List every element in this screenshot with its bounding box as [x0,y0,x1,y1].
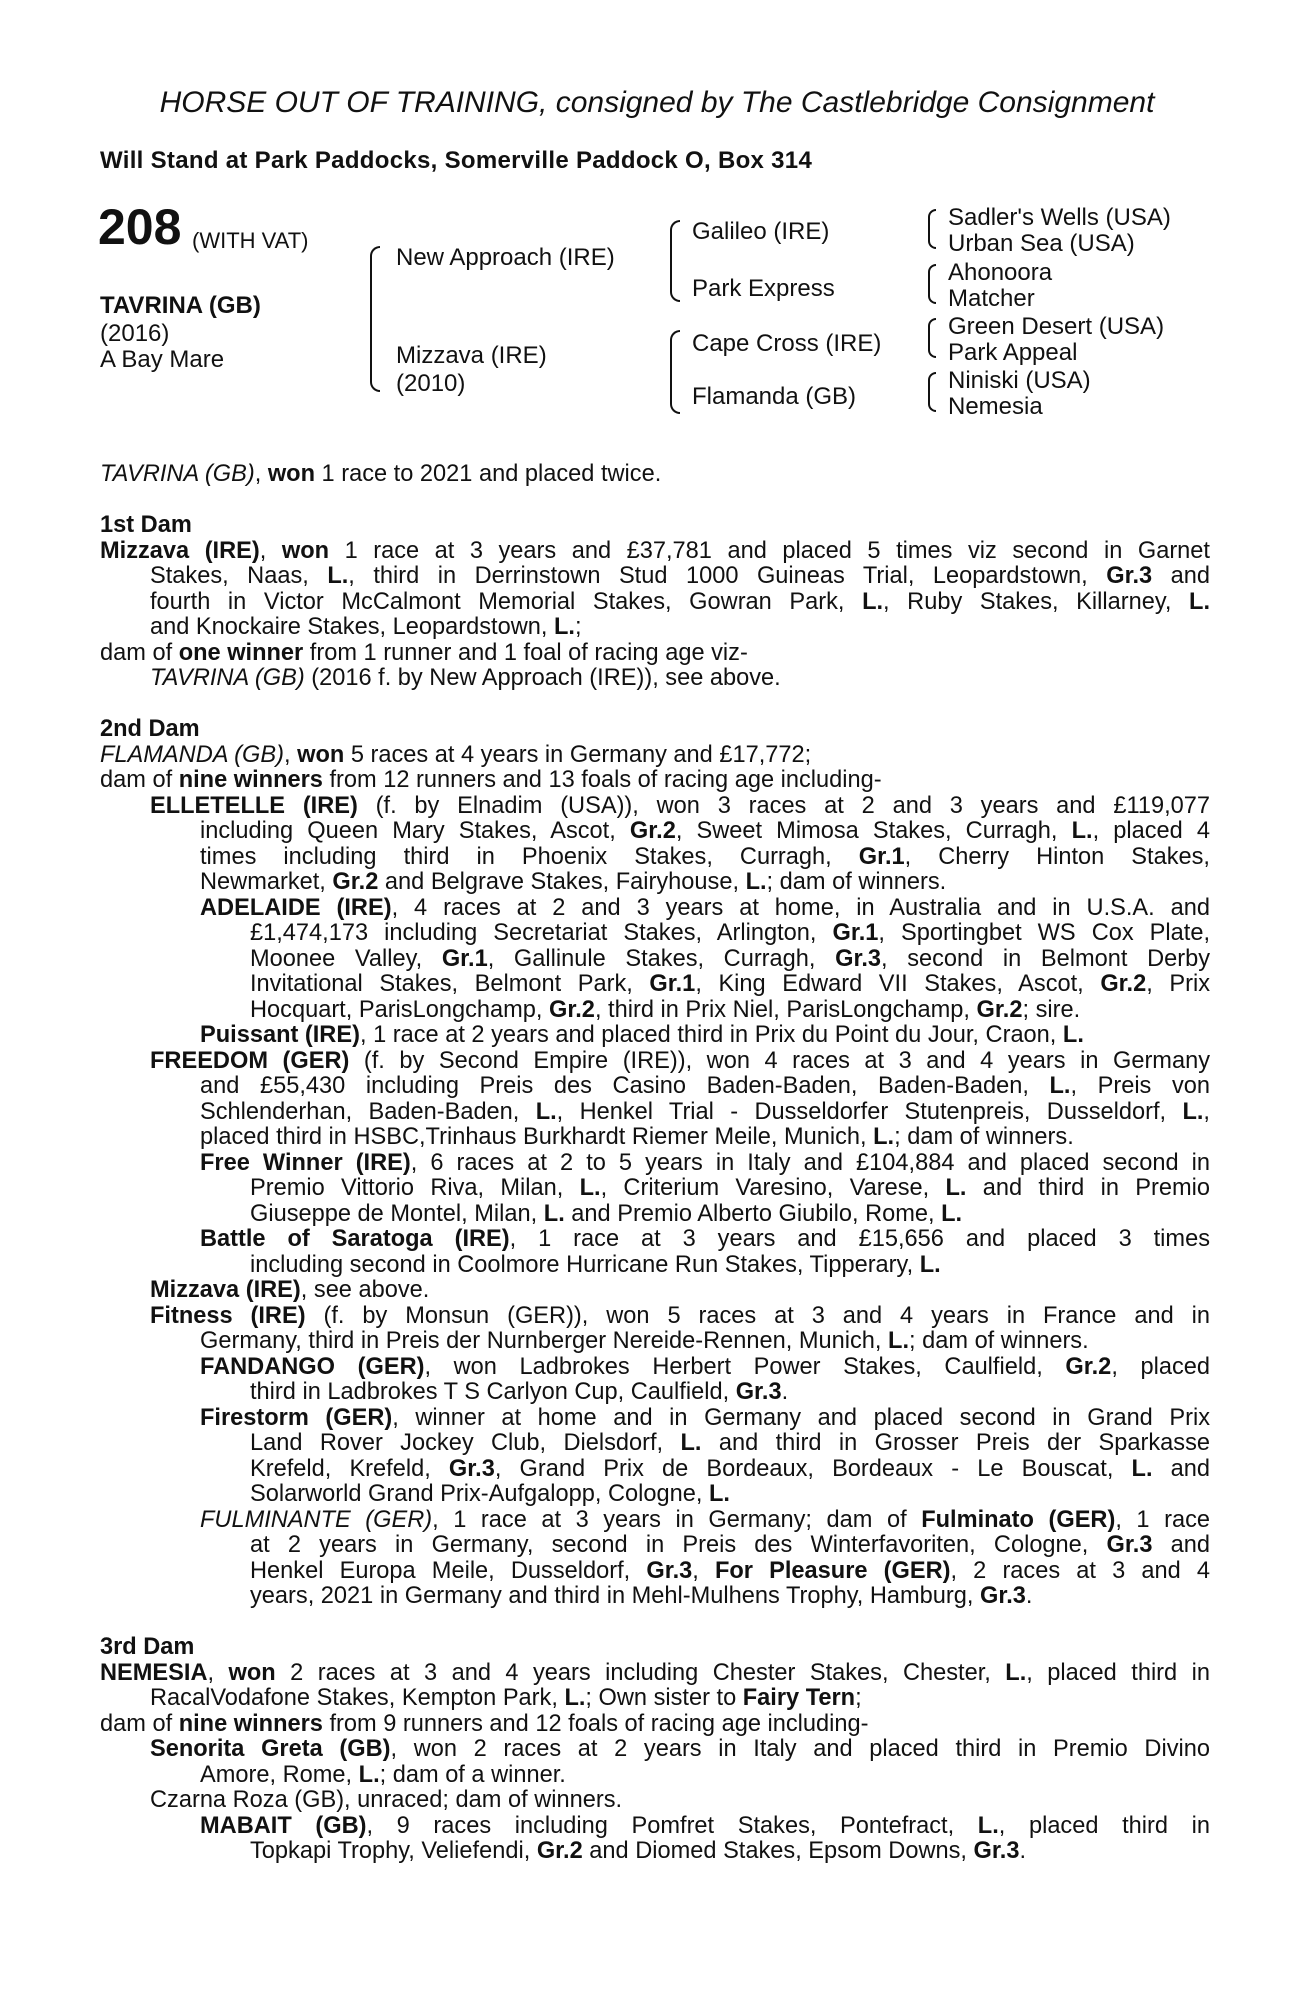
pedigree-dss: Green Desert (USA) [948,313,1165,340]
horse-record-line: TAVRINA (GB), won 1 race to 2021 and placed twice. [100,461,662,487]
horse-year: (2016) [100,320,170,347]
stand-location: Will Stand at Park Paddocks, Somerville Paddock O, Box 314 [100,147,813,174]
horse-description: A Bay Mare [100,346,225,373]
pedigree-dds: Niniski (USA) [948,367,1091,394]
catalogue-header: HORSE OUT OF TRAINING, consigned by The Castlebridge Consignment [159,86,1155,119]
pedigree-brace-dd [928,372,936,412]
pedigree-ssd: Urban Sea (USA) [948,230,1135,257]
pedigree-dam: Mizzava (IRE) [396,342,547,369]
lot-number: 208 [98,199,182,255]
pedigree-sdd: Matcher [948,285,1035,312]
pedigree-brace-ds [928,318,936,358]
horse-name: TAVRINA (GB) [100,292,261,319]
pedigree-sire-dam: Park Express [692,275,835,302]
pedigree-brace-gen1 [370,246,380,392]
pedigree-brace-dam [670,330,680,414]
pedigree-brace-ss [928,209,936,249]
pedigree-dam-dam: Flamanda (GB) [692,383,857,410]
pedigree-sire: New Approach (IRE) [396,244,615,271]
pedigree-dam-sire: Cape Cross (IRE) [692,330,882,357]
pedigree-sire-sire: Galileo (IRE) [692,218,830,245]
race-record: TAVRINA (GB), won 1 race to 2021 and placed twice. 1st Dam Mizzava (IRE), won 1 race at 3 years and £37,781 and placed 5 times viz second in Garnet Stakes, Naas, L., third in Derrinstown Stud 1000 Guineas Trial, Leopardstown, Gr.3 and fourth in Victor McCalmont Memorial Stakes, Gowran Park, L., Ruby Stakes, Killarney, L. and Knockaire Stakes, Leopardstown, L.; dam of one winner from 1 runner and 1 foal of racing age viz- TAVRINA (GB) (2016 f. by New Approach (IRE)), see above. 2nd Dam FLAMANDA (GB), won 5 races at 4 years in Germany and £17,772; dam of nine winners from 12 runners and 13 foals of racing age including- ELLETELLE (IRE) (f. by Elnadim (USA)), won 3 races at 2 and 3 years and £119,077 including Queen Mary Stakes, Ascot, Gr.2, Sweet Mimosa Stakes, Curragh, L., placed 4 times including third in Phoenix Stakes, Curragh, Gr.1, Cherry Hinton Stakes, Newmarket, Gr.2 and Belgrave Stakes, Fairyhouse, L.; dam of winners. ADELAIDE (IRE), 4 races at 2 and 3 years at home, in Australia and in U.S.A. and £1,474,173 including Secretariat Stakes, Arlington, Gr.1, Sportingbet WS Cox Plate, Moonee Valley, Gr.1, Gallinule Stakes, Curragh, Gr.3, second in Belmont Derby Invitational Stakes, Belmont Park, Gr.1, King Edward VII Stakes, Ascot, Gr.2, Prix Hocquart, ParisLongchamp, Gr.2, third in Prix Niel, ParisLongchamp, Gr.2; sire. Puissant (IRE), 1 race at 2 years and placed third in Prix du Point du Jour, Craon, L. FREEDOM (GER) (f. by Second Empire (IRE)), won 4 races at 3 and 4 years in Germany and £55,430 including Preis des Casino Baden-Baden, Baden-Baden, L., Preis von Schlenderhan, Baden-Baden, L., Henkel Trial - Dusseldorfer Stutenpreis, Dusseldorf, L., placed third in HSBC,Trinhaus Burkhardt Riemer Meile, Munich, L.; dam of winners. Free Winner (IRE), 6 races at 2 to 5 years in Italy and £104,884 and placed second in Premio Vittorio Riva, Milan, L., Criterium Varesino, Varese, L. and third in Premio Giuseppe de Montel, Milan, L. and Premio Alberto Giubilo, Rome, L. Battle of Saratoga (IRE), 1 race at 3 years and £15,656 and placed 3 times including second in Coolmore Hurricane Run Stakes, Tipperary, L. Mizzava (IRE), see above. Fitness (IRE) (f. by Monsun (GER)), won 5 races at 3 and 4 years in France and in Germany, third in Preis der Nurnberger Nereide-Rennen, Munich, L.; dam of winners. FANDANGO (GER), won Ladbrokes Herbert Power Stakes, Caulfield, Gr.2, placed third in Ladbrokes T S Carlyon Cup, Caulfield, Gr.3. Firestorm (GER), winner at home and in Germany and placed second in Grand Prix Land Rover Jockey Club, Dielsdorf, L. and third in Grosser Preis der Sparkasse Krefeld, Krefeld, Gr.3, Grand Prix de Bordeaux, Bordeaux - Le Bouscat, L. and Solarworld Grand Prix-Aufgalopp, Cologne, L. FULMINANTE (GER), 1 race at 3 years in Germany; dam of Fulminato (GER), 1 race at 2 years in Germany, second in Preis des Winterfavoriten, Cologne, Gr.3 and Henkel Europa Meile, Dusseldorf, Gr.3, For Pleasure (GER), 2 races at 3 and 4 years, 2021 in Germany and third in Mehl-Mulhens Trophy, Hamburg, Gr.3. 3rd Dam NEMESIA, won 2 races at 3 and 4 years including Chester Stakes, Chester, L., placed third in RacalVodafone Stakes, Kempton Park, L.; Own sister to Fairy Tern; dam of nine winners from 9 runners and 12 foals of racing age including- Senorita Greta (GB), won 2 races at 2 years in Italy and placed third in Premio Divino Amore, Rome, L.; dam of a winner. Czarna Roza (GB), unraced; dam of winners. MABAIT (GB), 9 races including Pomfret Stakes, Pontefract, L., placed third in Topkapi Trophy, Veliefendi, Gr.2 and Diomed Stakes, Epsom Downs, Gr.3. [100,461,1211,1864]
pedigree-dam-year: (2010) [396,370,466,397]
third-dam-heading: 3rd Dam [100,1634,195,1660]
first-dam-heading: 1st Dam [100,512,192,538]
pedigree-brace-sd [928,264,936,304]
vat-note: (WITH VAT) [192,228,309,253]
pedigree-sds: Ahonoora [948,259,1053,286]
pedigree-dsd: Park Appeal [948,339,1078,366]
pedigree-sss: Sadler's Wells (USA) [948,204,1171,231]
pedigree-ddd: Nemesia [948,393,1043,420]
pedigree-brace-sire [670,220,680,302]
second-dam-heading: 2nd Dam [100,716,200,742]
